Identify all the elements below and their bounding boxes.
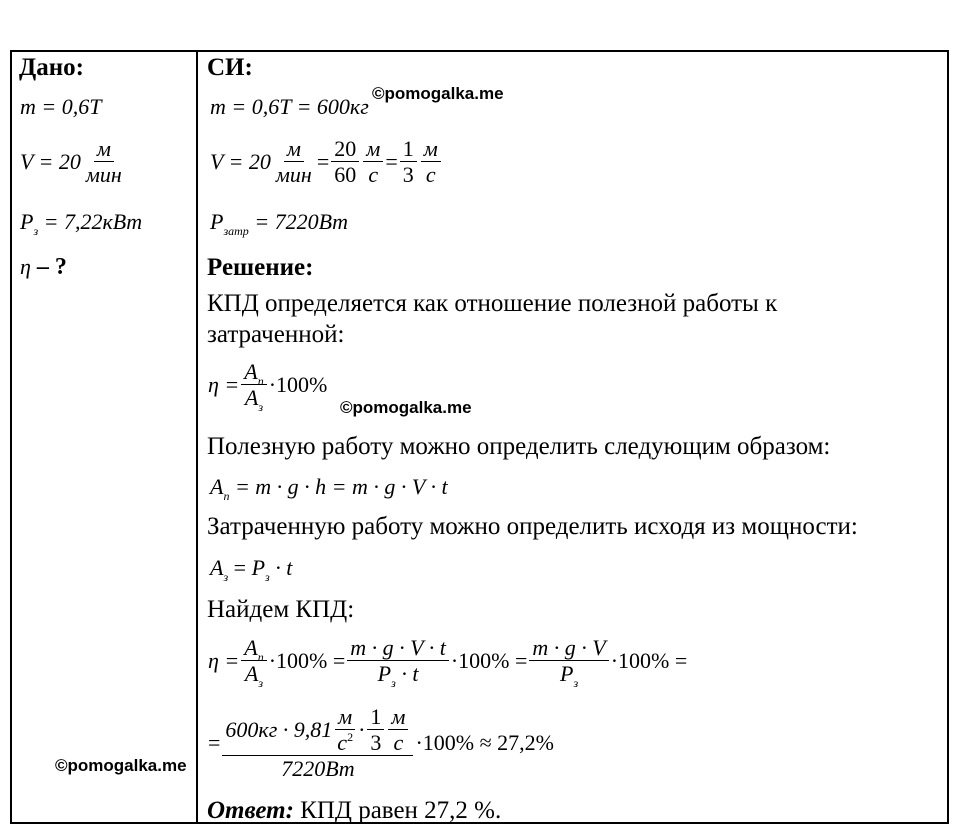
si-speed-frac2 — [331, 137, 359, 186]
eta-den-sub: з — [258, 400, 264, 415]
spent-symbol: A — [210, 555, 224, 580]
calc-denominator: 7220Bт — [281, 756, 355, 782]
find-efficiency-text: Найдем КПД: — [207, 596, 355, 623]
given-power — [20, 209, 143, 238]
given-find-symbol: η — [20, 254, 31, 279]
deriv-frac2-den-tail: · t — [401, 661, 419, 687]
deriv-frac2 — [347, 635, 449, 691]
deriv-frac3 — [529, 635, 608, 691]
calc-one: 1 — [367, 705, 384, 730]
solution-title: Решение: — [207, 254, 314, 281]
answer-text: КПД равен 27,2 %. — [293, 797, 502, 824]
given-title: Дано: — [19, 54, 84, 81]
answer-line — [207, 797, 501, 825]
efficiency-calculation — [208, 705, 554, 780]
efficiency-derivation — [208, 635, 688, 691]
spent-sub: з — [223, 570, 229, 584]
given-speed — [20, 137, 127, 186]
calc-v-units — [388, 705, 408, 754]
answer-label: Ответ: — [207, 797, 294, 824]
spent-tail: · t — [275, 555, 293, 580]
deriv-frac2-den-sub: з — [391, 676, 396, 691]
calc-lhs: = — [208, 729, 221, 755]
si-frac3-num: м — [363, 137, 383, 162]
si-title: СИ: — [207, 54, 253, 81]
deriv-frac3-num: m · g · V — [529, 636, 608, 661]
solution-intro-line2: затраченной: — [207, 321, 345, 348]
calc-three: 3 — [370, 730, 382, 756]
useful-symbol: A — [210, 474, 224, 499]
given-power-sub: з — [33, 224, 39, 238]
given-speed-den: мин — [85, 162, 122, 188]
useful-work-text: Полезную работу можно определить следующим образом: — [207, 433, 831, 460]
si-speed-lhs: V = 20 — [210, 148, 271, 174]
calc-g-units — [334, 705, 356, 754]
si-speed-frac4 — [400, 137, 417, 186]
eta-num-symbol: A — [244, 359, 258, 384]
given-power-symbol: P — [20, 209, 34, 234]
si-speed-frac5 — [421, 137, 441, 186]
given-find-question: – ? — [36, 254, 67, 280]
deriv-frac1-den: A — [244, 661, 259, 687]
eta-num-sub: п — [257, 374, 264, 388]
deriv-tail3: ·100% = — [610, 647, 688, 673]
calc-v-den: с — [393, 730, 404, 756]
deriv-frac3-den: P — [559, 661, 574, 687]
deriv-frac1 — [241, 635, 266, 691]
calc-one-third — [367, 705, 384, 754]
spent-p-sub: з — [265, 570, 270, 584]
deriv-frac1-den-sub: з — [258, 676, 264, 691]
calc-g-num: м — [335, 705, 355, 730]
given-mass: m = 0,6T — [20, 94, 102, 119]
si-power — [210, 209, 348, 238]
calc-fraction — [222, 705, 413, 780]
calc-g-den-exp: 2 — [347, 730, 354, 745]
si-speed-frac1 — [273, 137, 315, 186]
si-power-sub: затр — [223, 224, 249, 238]
calc-g-den: с — [337, 730, 348, 756]
deriv-tail1: ·100% = — [268, 647, 346, 673]
deriv-frac1-num: A — [244, 635, 258, 660]
spent-eq: = — [233, 555, 247, 580]
deriv-frac1-num-sub: п — [257, 650, 264, 664]
si-frac4-den: 3 — [402, 162, 414, 188]
si-frac1-den: мин — [275, 162, 312, 188]
watermark-middle: ©pomogalka.me — [340, 398, 472, 417]
eta-tail: ·100% — [268, 371, 328, 397]
given-speed-lhs: V = 20 — [20, 148, 81, 174]
si-power-symbol: P — [210, 209, 224, 234]
si-speed — [210, 137, 443, 186]
solution-intro-line1: КПД определяется как отношение полезной работы к — [207, 290, 778, 317]
spent-p-symbol: P — [251, 555, 266, 580]
given-power-value: = 7,22кBт — [43, 209, 143, 234]
si-mass: m = 0,6T = 600кг — [210, 94, 369, 119]
si-speed-frac3 — [363, 137, 383, 186]
eta-den-symbol: A — [244, 385, 259, 411]
eta-lhs: η = — [208, 371, 240, 397]
deriv-frac2-num: m · g · V · t — [347, 636, 449, 661]
eta-fraction — [241, 359, 266, 415]
useful-rhs: = m · g · h = m · g · V · t — [234, 474, 448, 499]
calc-result: ·100% ≈ 27,2% — [415, 729, 554, 755]
si-frac5-den: с — [425, 162, 436, 188]
useful-sub: п — [223, 489, 230, 503]
si-speed-eq1: = — [316, 148, 330, 174]
spent-work-formula — [210, 555, 293, 584]
given-speed-num: м — [94, 137, 114, 162]
si-frac4-num: 1 — [400, 137, 417, 162]
deriv-frac3-den-sub: з — [573, 676, 579, 691]
watermark-top: ©pomogalka.me — [372, 84, 504, 103]
si-frac3-den: с — [368, 162, 379, 188]
deriv-frac2-den: P — [377, 661, 392, 687]
deriv-tail2: ·100% = — [450, 647, 528, 673]
useful-work-formula — [210, 474, 448, 503]
watermark-bottom: ©pomogalka.me — [55, 756, 187, 775]
si-frac1-num: м — [284, 137, 304, 162]
column-divider — [196, 50, 198, 824]
si-speed-eq2: = — [385, 148, 398, 174]
calc-dot: · — [358, 717, 366, 743]
calc-num-mass-g: 600кг · 9,81 — [225, 717, 333, 743]
calc-v-num: м — [388, 705, 408, 730]
spent-work-text: Затраченную работу можно определить исходя из мощности: — [207, 513, 858, 540]
si-frac2-num: 20 — [331, 137, 359, 162]
eta-definition — [208, 359, 328, 415]
si-power-value: = 7220Bт — [254, 209, 348, 234]
given-speed-fraction — [83, 137, 125, 186]
si-frac2-den: 60 — [334, 162, 357, 188]
si-frac5-num: м — [421, 137, 441, 162]
given-find — [20, 254, 67, 281]
deriv-lhs: η = — [208, 647, 240, 673]
